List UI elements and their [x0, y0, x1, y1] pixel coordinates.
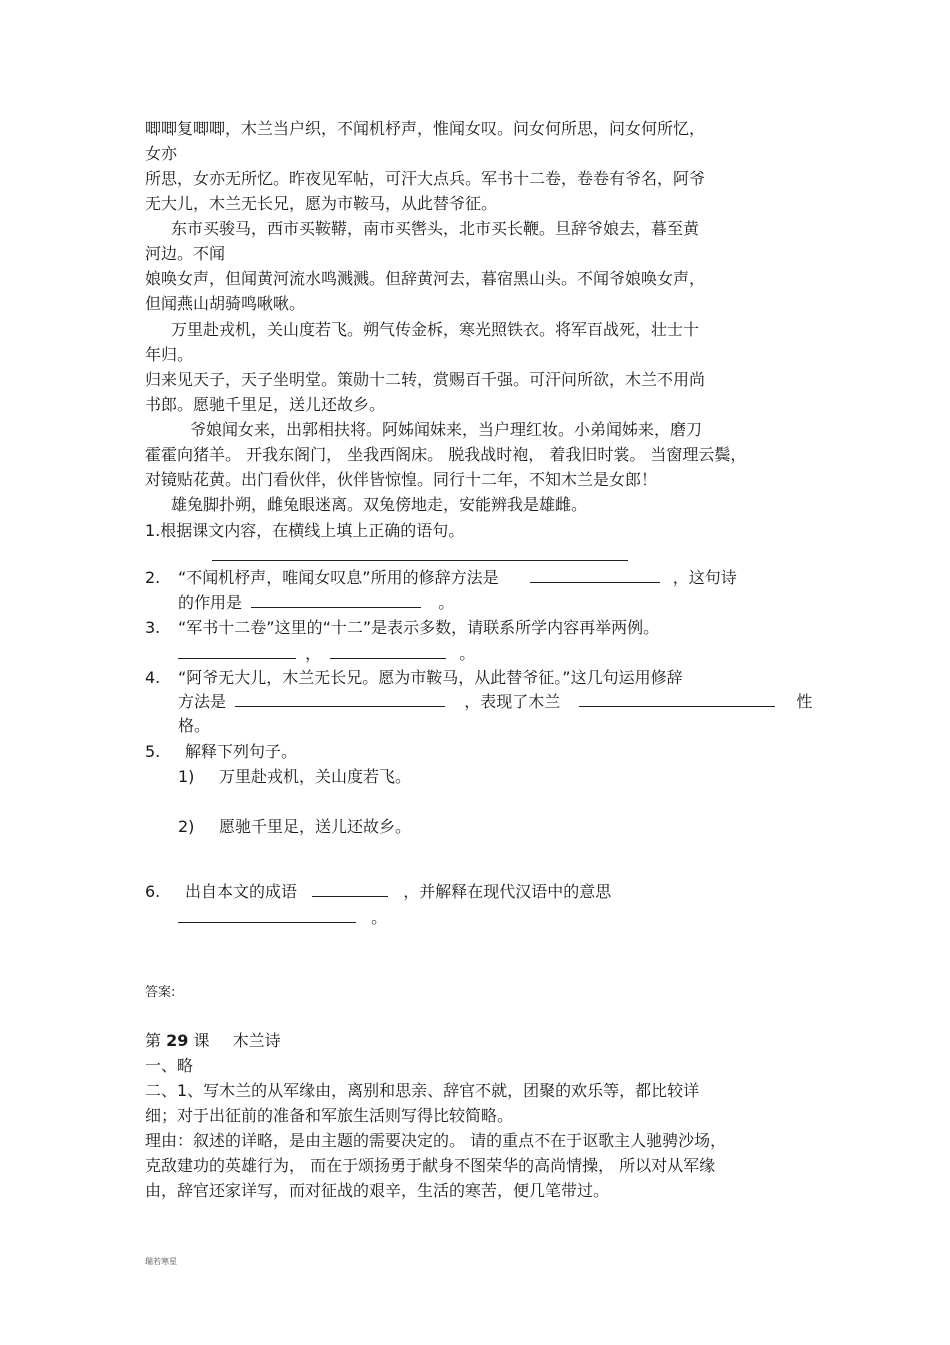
lesson-suffix: 课 [193, 1031, 210, 1050]
question-2-line-1 [178, 567, 737, 589]
question-2-number: 2. [145, 568, 161, 587]
answer-line-2: 二、1、写木兰的从军缘由，离别和思亲、辞官不就，团聚的欢乐等，都比较详 [145, 1081, 700, 1100]
question-6-text: 出自本文的成语 [185, 882, 298, 901]
question-5-2-number: 2) [178, 817, 195, 836]
question-6-text-b: ，并解释在现代汉语中的意思 [403, 882, 612, 901]
poem-line-10: 年归。 [145, 345, 194, 364]
poem-line-1: 唧唧复唧唧，木兰当户织，不闻机杼声，惟闻女叹。问女何所思，问女何所忆， [145, 119, 706, 138]
lesson-number: 29 [166, 1031, 189, 1050]
question-2-line-2 [178, 592, 454, 614]
question-3-end: 。 [459, 644, 476, 663]
question-4-text-e: 格。 [178, 716, 211, 735]
question-4-text-b: 方法是 [178, 692, 227, 711]
lesson-heading [145, 1030, 281, 1052]
question-3-blank-row [178, 643, 475, 665]
question-2-text-c: 的作用是 [178, 593, 243, 612]
question-5-text: 解释下列句子。 [185, 742, 298, 761]
poem-line-16: 雄兔脚扑朔，雌兔眼迷离。双兔傍地走，安能辨我是雄雌。 [171, 495, 588, 514]
poem-line-15: 对镜贴花黄。出门看伙伴，伙伴皆惊惶。同行十二年，不知木兰是女郎！ [145, 470, 658, 489]
answer-blank[interactable] [212, 545, 628, 561]
question-6-number: 6. [145, 882, 161, 901]
poem-line-13: 爷娘闻女来，出郭相扶将。阿姊闻妹来，当户理红妆。小弟闻姊来，磨刀 [190, 420, 703, 439]
footer-note: 瑞若寒星 [145, 1257, 177, 1266]
poem-line-6: 河边。不闻 [145, 244, 226, 263]
lesson-title: 木兰诗 [232, 1031, 281, 1050]
answer-blank[interactable] [330, 643, 446, 659]
poem-line-2: 女亦 [145, 144, 178, 163]
question-6-line-2 [178, 907, 387, 929]
question-3-number: 3. [145, 618, 161, 637]
poem-line-9: 万里赴戎机，关山度若飞。朔气传金柝，寒光照铁衣。将军百战死，壮士十 [171, 320, 700, 339]
question-6-line-1 [185, 881, 611, 903]
answer-line-3: 细；对于出征前的准备和军旅生活则写得比较简略。 [145, 1106, 514, 1125]
question-4-number: 4. [145, 668, 161, 687]
poem-line-14: 霍霍向猪羊。 开我东阁门， 坐我西阁床。 脱我战时袍， 着我旧时裳。 当窗理云鬓， [145, 445, 747, 464]
poem-line-11: 归来见天子，天子坐明堂。策勋十二转，赏赐百千强。可汗问所欲，木兰不用尚 [145, 370, 706, 389]
answer-blank[interactable] [178, 907, 356, 923]
answer-line-5: 克敌建功的英雄行为， 而在于颂扬勇于献身不图荣华的高尚情操， 所以对从军缘 [145, 1156, 716, 1175]
answer-blank[interactable] [178, 643, 296, 659]
poem-line-3: 所思，女亦无所忆。昨夜见军帖，可汗大点兵。军书十二卷，卷卷有爷名，阿爷 [145, 169, 706, 188]
question-2-text-b: ，这句诗 [672, 568, 737, 587]
question-5-2-text: 愿驰千里足，送儿还故乡。 [219, 817, 412, 836]
answer-line-6: 由，辞官还家详写，而对征战的艰辛，生活的寒苦，便几笔带过。 [145, 1181, 610, 1200]
lesson-prefix: 第 [145, 1031, 162, 1050]
answer-blank[interactable] [251, 592, 421, 608]
question-5-1-text: 万里赴戎机，关山度若飞。 [219, 767, 412, 786]
poem-line-7: 娘唤女声，但闻黄河流水鸣溅溅。但辞黄河去，暮宿黑山头。不闻爷娘唤女声， [145, 269, 706, 288]
question-1: 1.根据课文内容，在横线上填上正确的语句。 [145, 521, 465, 540]
answer-blank[interactable] [579, 691, 775, 707]
question-4-text-c: ，表现了木兰 [464, 692, 561, 711]
question-4-line-2 [178, 691, 812, 713]
answer-blank[interactable] [235, 691, 445, 707]
question-3-text: “军书十二卷”这里的“十二”是表示多数，请联系所学内容再举两例。 [178, 618, 660, 637]
question-6-end: 。 [371, 908, 388, 927]
poem-line-5: 东市买骏马，西市买鞍鞯，南市买辔头，北市买长鞭。旦辞爷娘去，暮至黄 [171, 219, 700, 238]
answer-line-4: 理由：叙述的详略，是由主题的需要决定的。 请的重点不在于讴歌主人驰骋沙场， [145, 1131, 727, 1150]
poem-line-8: 但闻燕山胡骑鸣啾啾。 [145, 294, 306, 313]
answer-blank[interactable] [312, 881, 388, 897]
poem-line-12: 书郎。愿驰千里足，送儿还故乡。 [145, 395, 386, 414]
poem-line-4: 无大儿，木兰无长兄，愿为市鞍马，从此替爷征。 [145, 194, 498, 213]
answer-line-1: 一、略 [145, 1056, 194, 1075]
question-4-text: “阿爷无大儿，木兰无长兄。愿为市鞍马，从此替爷征。”这几句运用修辞 [178, 668, 683, 687]
question-5-1-number: 1) [178, 767, 195, 786]
question-3-separator: ， [305, 644, 322, 663]
question-5-number: 5. [145, 742, 161, 761]
question-2-text: “不闻机杼声，唯闻女叹息”所用的修辞方法是 [178, 568, 499, 587]
question-2-end: 。 [438, 593, 455, 612]
answer-blank[interactable] [530, 567, 660, 583]
question-1-blank-row [212, 545, 628, 567]
question-4-text-d: 性 [796, 692, 813, 711]
answers-label: 答案: [145, 985, 176, 1000]
